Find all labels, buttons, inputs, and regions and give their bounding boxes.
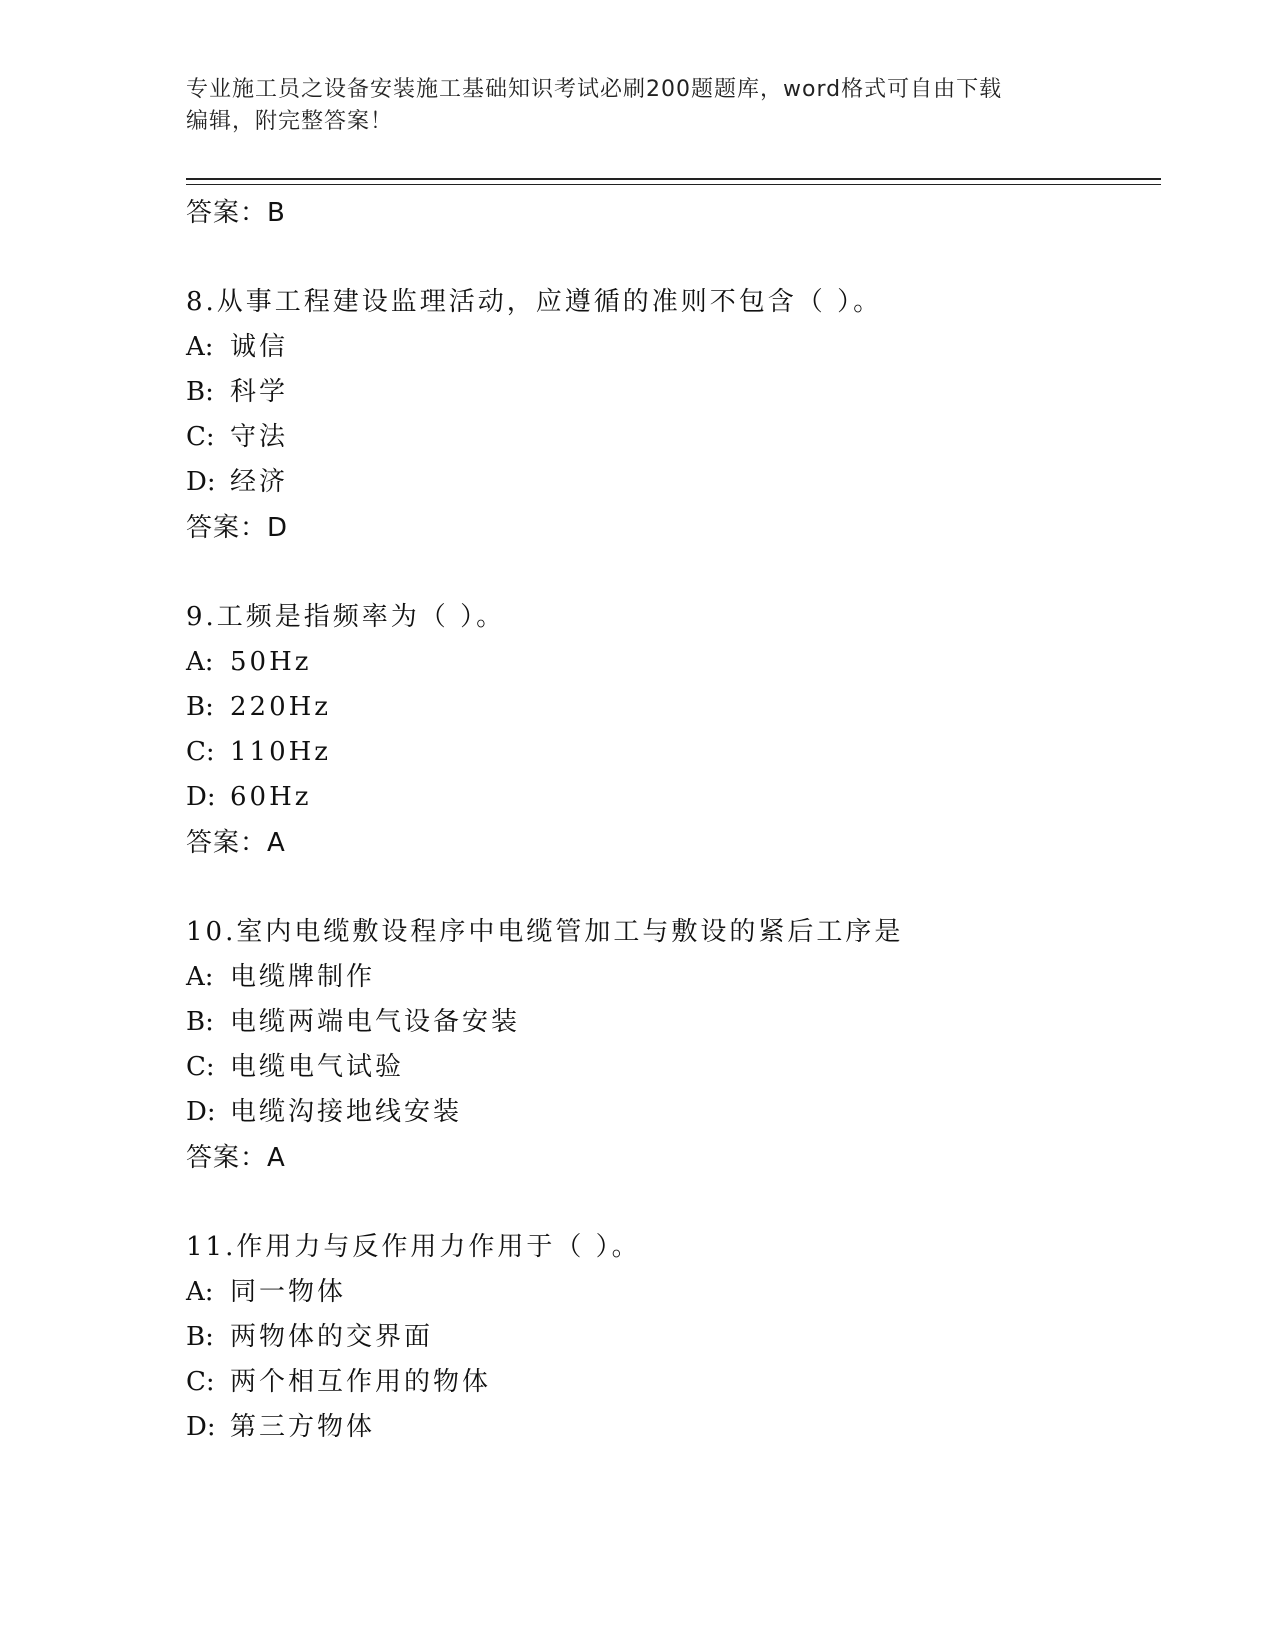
option-text: 诚信 [230, 332, 289, 362]
option-text: 电缆电气试验 [230, 1052, 405, 1082]
option-b [186, 1000, 1161, 1045]
question-spacer [186, 236, 1161, 280]
question-stem: 11.作用力与反作用力作用于（ ）。 [186, 1232, 641, 1262]
question-block [186, 1225, 1161, 1450]
option-a [186, 955, 1161, 1000]
option-letter: A: [186, 332, 214, 362]
option-letter: D: [186, 467, 216, 497]
option-letter: C: [186, 1367, 215, 1397]
option-text: 同一物体 [230, 1277, 347, 1307]
option-text: 110Hz [230, 737, 331, 767]
option-letter: B: [186, 377, 214, 407]
option-b [186, 370, 1161, 415]
option-letter: A: [186, 1277, 214, 1307]
option-c [186, 1045, 1161, 1090]
option-text: 两个相互作用的物体 [230, 1367, 492, 1397]
header-line-1: 专业施工员之设备安装施工基础知识考试必刷200题题库，word格式可自由下载 [186, 77, 1003, 102]
option-text: 220Hz [230, 692, 331, 722]
option-a [186, 325, 1161, 370]
question-block [186, 910, 1161, 1181]
option-b [186, 1315, 1161, 1360]
option-text: 60Hz [230, 782, 312, 812]
option-text: 50Hz [230, 647, 312, 677]
question-block [186, 595, 1161, 866]
answer-line: 答案：D [186, 513, 289, 543]
option-letter: A: [186, 962, 214, 992]
option-text: 第三方物体 [230, 1412, 376, 1442]
option-letter: B: [186, 1007, 214, 1037]
option-letter: D: [186, 782, 216, 812]
answer-line: 答案：A [186, 1143, 286, 1173]
option-text: 科学 [230, 377, 289, 407]
option-text: 经济 [230, 467, 289, 497]
question-spacer [186, 1181, 1161, 1225]
option-letter: A: [186, 647, 214, 677]
question-stem: 10.室内电缆敷设程序中电缆管加工与敷设的紧后工序是 [186, 917, 904, 947]
option-c [186, 1360, 1161, 1405]
header-divider-thick [186, 178, 1161, 180]
answer-line: 答案：B [186, 198, 286, 228]
question-list [186, 190, 1161, 1450]
option-a [186, 640, 1161, 685]
question-spacer [186, 866, 1161, 910]
question-stem: 9.工频是指频率为（ ）。 [186, 602, 506, 632]
option-d [186, 1405, 1161, 1450]
option-letter: C: [186, 1052, 215, 1082]
option-d [186, 460, 1161, 505]
option-letter: D: [186, 1097, 216, 1127]
header-line-2: 编辑，附完整答案！ [186, 109, 394, 134]
answer-line: 答案：A [186, 828, 286, 858]
option-letter: D: [186, 1412, 216, 1442]
option-b [186, 685, 1161, 730]
option-c [186, 415, 1161, 460]
option-text: 守法 [230, 422, 289, 452]
option-c [186, 730, 1161, 775]
option-d [186, 1090, 1161, 1135]
option-letter: C: [186, 737, 215, 767]
question-block [186, 280, 1161, 551]
option-text: 电缆沟接地线安装 [230, 1097, 463, 1127]
question-stem: 8.从事工程建设监理活动，应遵循的准则不包含（ ）。 [186, 287, 883, 317]
option-text: 两物体的交界面 [230, 1322, 434, 1352]
header-divider-thin [186, 184, 1161, 185]
option-letter: B: [186, 1322, 214, 1352]
option-d [186, 775, 1161, 820]
question-spacer [186, 551, 1161, 595]
option-letter: B: [186, 692, 214, 722]
option-letter: C: [186, 422, 215, 452]
option-a [186, 1270, 1161, 1315]
document-header [186, 74, 1086, 138]
option-text: 电缆牌制作 [230, 962, 376, 992]
option-text: 电缆两端电气设备安装 [230, 1007, 521, 1037]
